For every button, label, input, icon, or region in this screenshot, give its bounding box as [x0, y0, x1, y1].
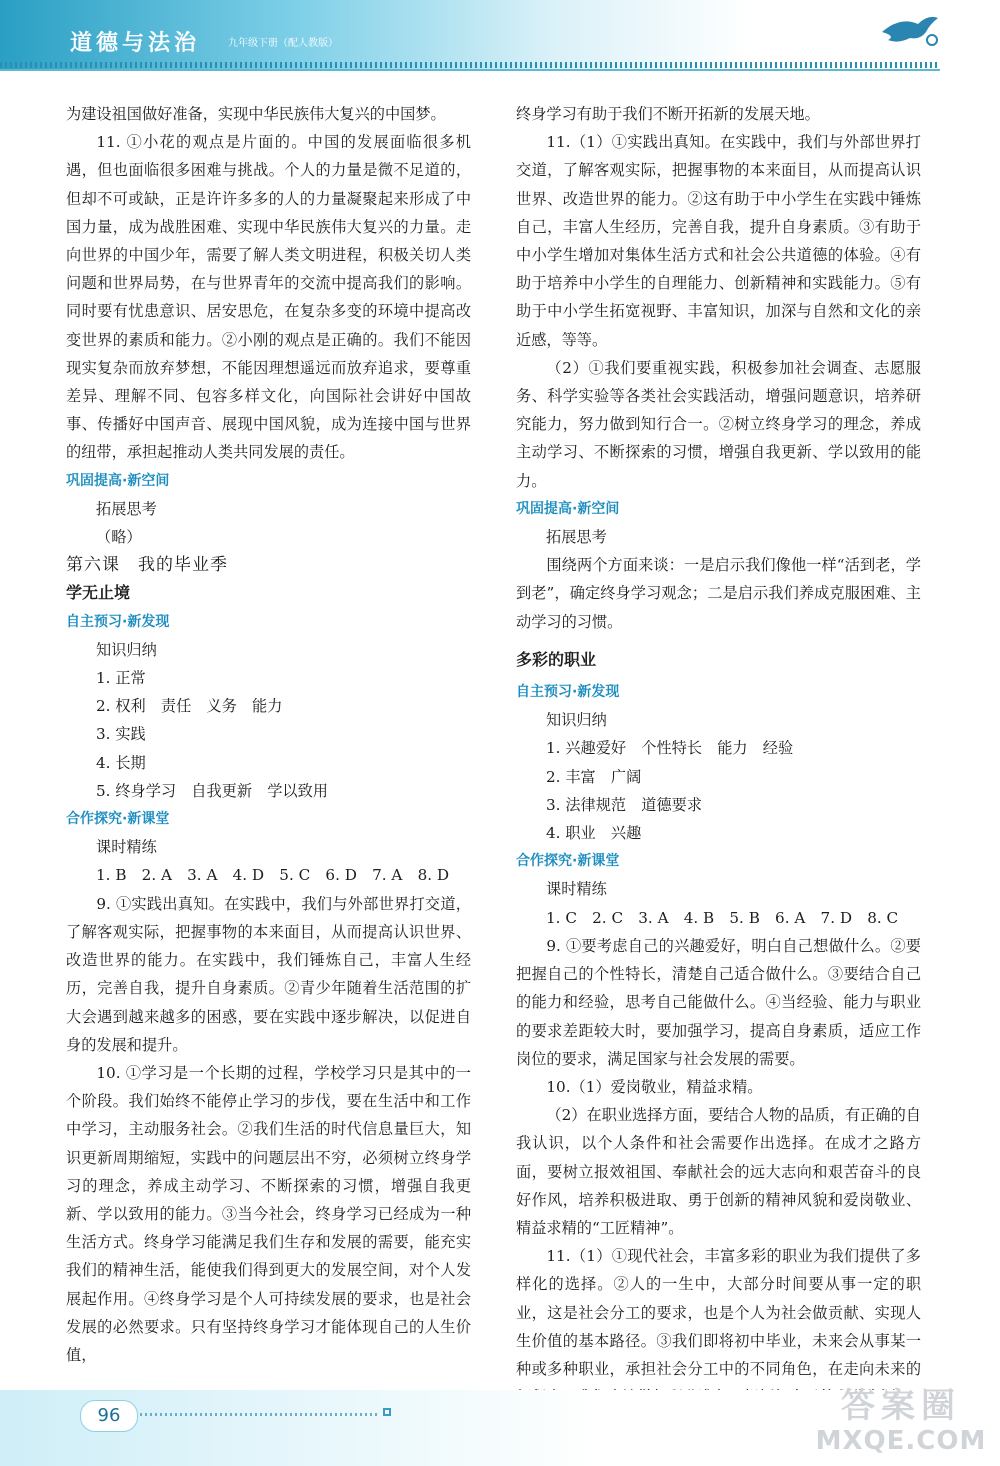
list-item: 3. 法律规范 道德要求: [546, 795, 703, 814]
watermark: [806, 1386, 996, 1462]
question-9: 9. ①要考虑自己的兴趣爱好，明白自己想做什么。②要把握自己的个性特长，清楚自己适合做什么。③要结合自己的能力和经验，思考自己能做什么。④当经验、能力与职业的要求差距较大时，要加强学习，提高自身素质，适应工作岗位的要求，满足国家与社会发展的需要。: [516, 936, 921, 1068]
question-10: 10. ①学习是一个长期的过程，学校学习只是其中的一个阶段。我们始终不能停止学习的步伐，要在生活中和工作中学习，主动服务社会。②我们生活的时代信息量巨大，知识更新周期缩短，实践中的问题层出不穷，必须树立终身学习的理念，养成主动学习、不断探索的习惯，增强自我更新、学以致用的能力。③当今社会，终身学习已经成为一种生活方式。终身学习能满足我们生存和发展的需要，能充实我们的精神生活，能使我们得到更大的发展空间，对个人发展起作用。④终身学习是个人可持续发展的要求，也是社会发展的必然要求。只有坚持终身学习才能体现自己的人生价值，: [66, 1063, 471, 1364]
list-item: 2. 权利 责任 义务 能力: [96, 697, 283, 716]
extension-answer: 围绕两个方面来谈：一是启示我们像他一样“活到老，学到老”，确定终身学习观念；二是启示我们养成克服困难、主动学习的习惯。: [516, 556, 921, 631]
list-item: 1. 正常: [96, 669, 146, 688]
list-item: 4. 职业 兴趣: [546, 824, 642, 843]
question-10-part-2: （2）在职业选择方面，要结合人物的品质，有正确的自我认识，以个人条件和社会需要作出选择。在成才之路方面，要树立报效祖国、奉献社会的远大志向和艰苦奋斗的良好作风，培养积极进取、勇于创新的精神风貌和爱岗敬业、精益求精的“工匠精神”。: [516, 1106, 921, 1237]
footer-dotted-rule: [140, 1413, 380, 1416]
question-11-part-2: （2）①我们要重视实践，积极参加社会调查、志愿服务、科学实验等各类社会实践活动，增强问题意识，培养研究能力，努力做到知行合一。②树立终身学习的理念，养成主动学习、不断探索的习惯，增强自我更新、学以致用的能力。: [516, 358, 921, 490]
question-9: 9. ①实践出真知。在实践中，我们与外部世界打交道，了解客观实际，把握事物的本来面目，从而提高认识世界、改造世界的能力。在实践中，我们锤炼自己，丰富人生经历，完善自我，提升自身素质。②青少年随着生活范围的扩大会遇到越来越多的困惑，要在实践中逐步解决，以促进自身的发展和提升。: [66, 894, 471, 1054]
header-rule: [0, 69, 940, 71]
section-heading: 合作探究·新课堂: [66, 811, 170, 828]
omitted-note: （略）: [96, 528, 142, 547]
sub-heading: 课时精练: [546, 880, 607, 899]
book-subtitle: 九年级下册（配人教版）: [228, 38, 338, 49]
right-column: [516, 100, 921, 1411]
lesson-title: 第六课 我的毕业季: [66, 555, 228, 576]
watermark-text: 答案圈: [841, 1386, 961, 1426]
bird-logo-icon: [880, 10, 940, 50]
answer-key: 1. C 2. C 3. A 4. B 5. B 6. A 7. D 8. C: [546, 908, 899, 927]
watermark-url: MXQE.COM: [815, 1426, 987, 1456]
sub-heading: 知识归纳: [546, 711, 607, 730]
list-item: 3. 实践: [96, 725, 146, 744]
left-column: [66, 100, 471, 1369]
question-11: 11. ①小花的观点是片面的。中国的发展面临很多机遇，但也面临很多困难与挑战。个人的力量是微不足道的，但却不可或缺，正是许许多多的人的力量凝聚起来形成了中国力量，成为战胜困难、实现中华民族伟大复兴的力量。走向世界的中国少年，需要了解人类文明进程，积极关切人类问题和世界局势，在与世界青年的交流中提高我们的影响。同时要有忧患意识、居安思危，在复杂多变的环境中提高改变世界的素质和能力。②小刚的观点是正确的。我们不能因现实复杂而放弃梦想，不能因理想遥远而放弃追求，要尊重差异、理解不同、包容多样文化，向国际社会讲好中国故事、传播好中国声音、展现中国风貌，成为连接中国与世界的纽带，承担起推动人类共同发展的责任。: [66, 133, 471, 462]
sub-heading: 知识归纳: [96, 640, 157, 659]
list-item: 4. 长期: [96, 753, 146, 772]
topic-title: 学无止境: [66, 583, 131, 603]
footer-square-icon: [383, 1408, 391, 1416]
section-heading: 合作探究·新课堂: [516, 853, 620, 870]
sub-heading: 拓展思考: [96, 499, 157, 518]
section-heading: 巩固提高·新空间: [66, 472, 170, 489]
topic-title: 多彩的职业: [516, 649, 597, 669]
question-11-part-1: 11.（1）①实践出真知。在实践中，我们与外部世界打交道，了解客观实际，把握事物的本来面目，从而提高认识世界、改造世界的能力。②这有助于中小学生在实践中锤炼自己，丰富人生经历，完善自我，提升自身素质。③有助于中小学生增加对集体生活方式和社会公共道德的体验。④有助于培养中小学生的自理能力、创新精神和实践能力。⑤有助于中小学生拓宽视野、丰富知识，加深与自然和文化的亲近感，等等。: [516, 133, 921, 349]
page-number: 96: [80, 1400, 138, 1432]
book-title: 道德与法治: [70, 31, 201, 56]
section-heading: 自主预习·新发现: [516, 684, 620, 701]
answer-key: 1. B 2. A 3. A 4. D 5. C 6. D 7. A 8. D: [96, 866, 450, 885]
section-heading: 巩固提高·新空间: [516, 500, 620, 517]
header-dotted-rule: [0, 62, 940, 68]
list-item: 1. 兴趣爱好 个性特长 能力 经验: [546, 739, 794, 758]
list-item: 2. 丰富 广阔: [546, 767, 642, 786]
paragraph: 终身学习有助于我们不断开拓新的发展天地。: [516, 105, 820, 123]
paragraph: 为建设祖国做好准备，实现中华民族伟大复兴的中国梦。: [66, 105, 446, 123]
question-11: 11.（1）①现代社会，丰富多彩的职业为我们提供了多样化的选择。②人的一生中，大部分时间要从事一定的职业，这是社会分工的要求，也是个人为社会做贡献、实现人生价值的基本路径。③我们即将初中毕业，未来会从事某一种或多种职业，承担社会分工中的不同角色，在走向未来的: [516, 1247, 921, 1378]
sub-heading: 拓展思考: [546, 528, 607, 547]
question-10-part-1: 10.（1）爱岗敬业，精益求精。: [546, 1077, 763, 1096]
list-item: 5. 终身学习 自我更新 学以致用: [96, 781, 328, 800]
section-heading: 自主预习·新发现: [66, 613, 170, 630]
sub-heading: 课时精练: [96, 838, 157, 857]
